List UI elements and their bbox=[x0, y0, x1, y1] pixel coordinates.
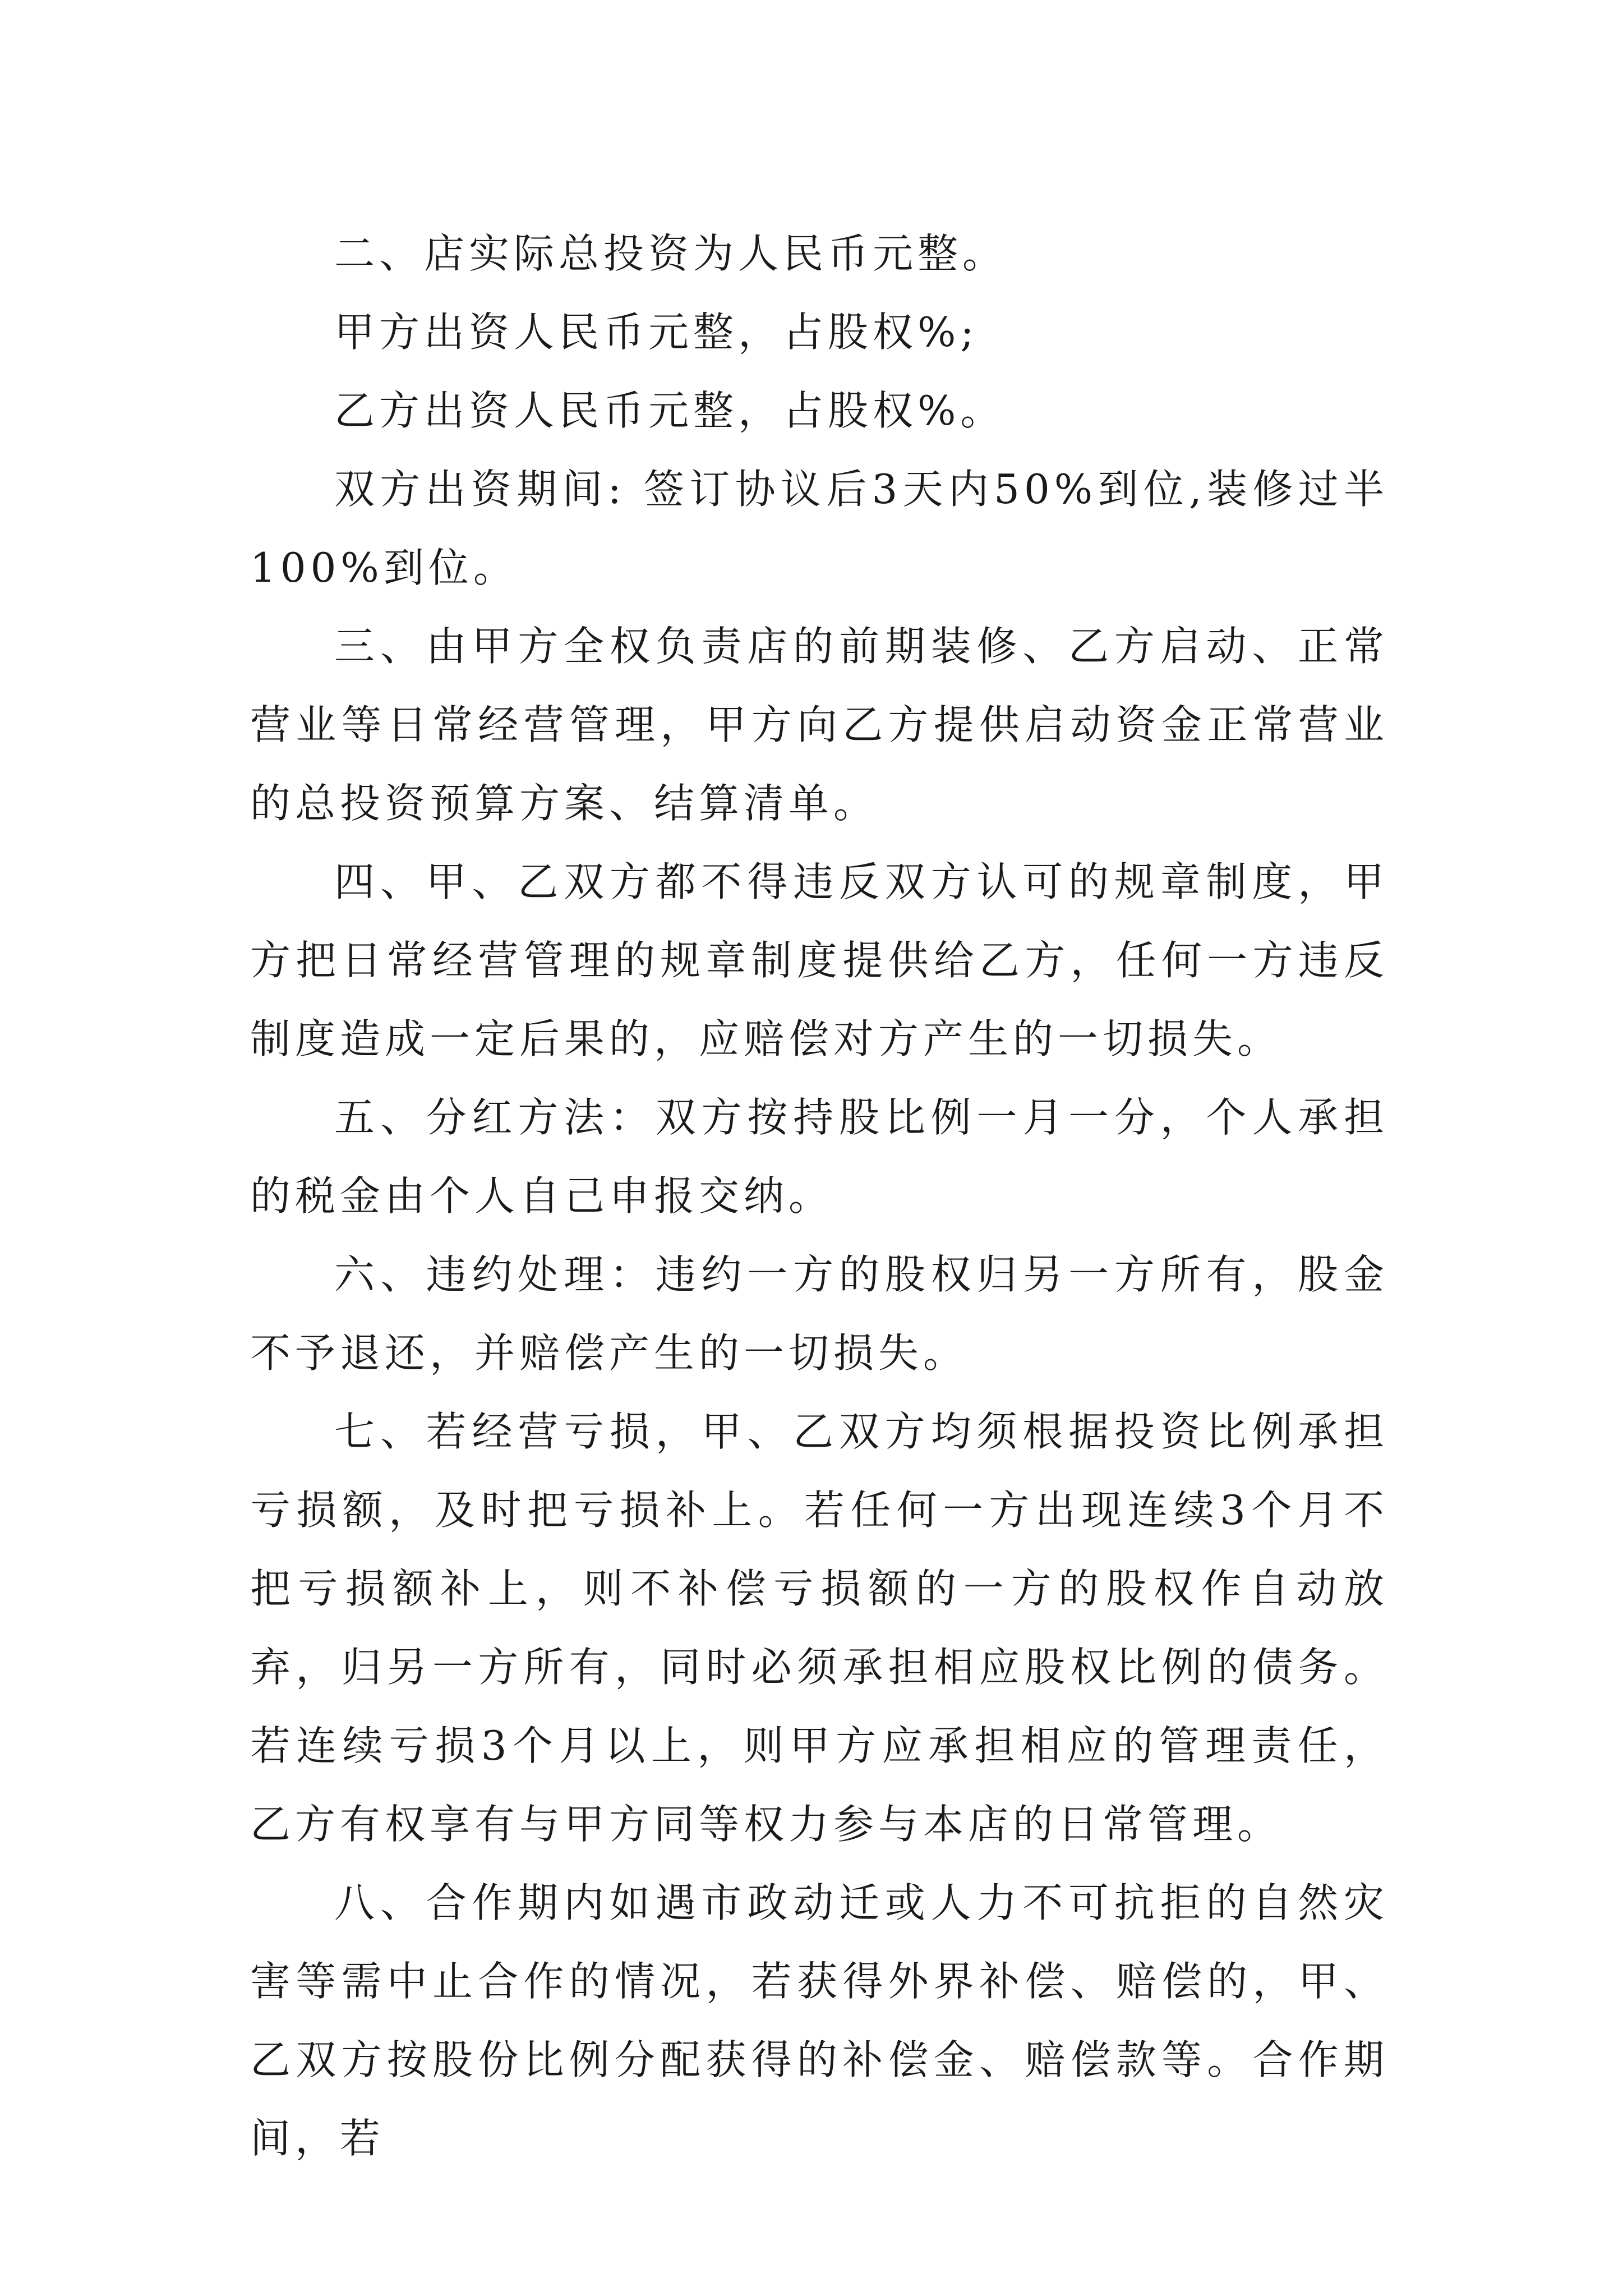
paragraph-clause-4: 四、甲、乙双方都不得违反双方认可的规章制度，甲方把日常经营管理的规章制度提供给乙方，任何一方违反制度造成一定后果的，应赔偿对方产生的一切损失。 bbox=[250, 858, 1389, 1062]
paragraph-party-a-contribution: 甲方出资人民币元整，占股权%; bbox=[334, 309, 979, 356]
paragraph-clause-7: 七、若经营亏损，甲、乙双方均须根据投资比例承担亏损额，及时把亏损补上。若任何一方出现连续3个月不把亏损额补上，则不补偿亏损额的一方的股权作自动放弃，归另一方所有，同时必须承担相应股权比例的债务。若连续亏损3个月以上，则甲方应承担相应的管理责任，乙方有权享有与甲方同等权力参与本店的日常管理。 bbox=[250, 1408, 1389, 1848]
paragraph-contribution-period: 双方出资期间: 签订协议后3天内50%到位,装修过半100%到位。 bbox=[250, 466, 1389, 591]
paragraph-investment-total: 二、店实际总投资为人民币元整。 bbox=[334, 230, 1008, 277]
paragraph-clause-8: 八、合作期内如遇市政动迁或人力不可抗拒的自然灾害等需中止合作的情况，若获得外界补偿、赔偿的，甲、乙双方按股份比例分配获得的补偿金、赔偿款等。合作期间，若 bbox=[250, 1879, 1389, 2162]
paragraph-clause-6: 六、违约处理：违约一方的股权归另一方所有，股金不予退还，并赔偿产生的一切损失。 bbox=[250, 1251, 1389, 1377]
paragraph-party-b-contribution: 乙方出资人民币元整，占股权%。 bbox=[334, 387, 1006, 434]
paragraph-clause-3: 三、由甲方全权负责店的前期装修、乙方启动、正常营业等日常经营管理，甲方向乙方提供启动资金正常营业的总投资预算方案、结算清单。 bbox=[250, 623, 1389, 827]
document-body bbox=[250, 214, 1389, 2178]
paragraph-clause-5: 五、分红方法：双方按持股比例一月一分，个人承担的税金由个人自己申报交纳。 bbox=[250, 1094, 1389, 1220]
